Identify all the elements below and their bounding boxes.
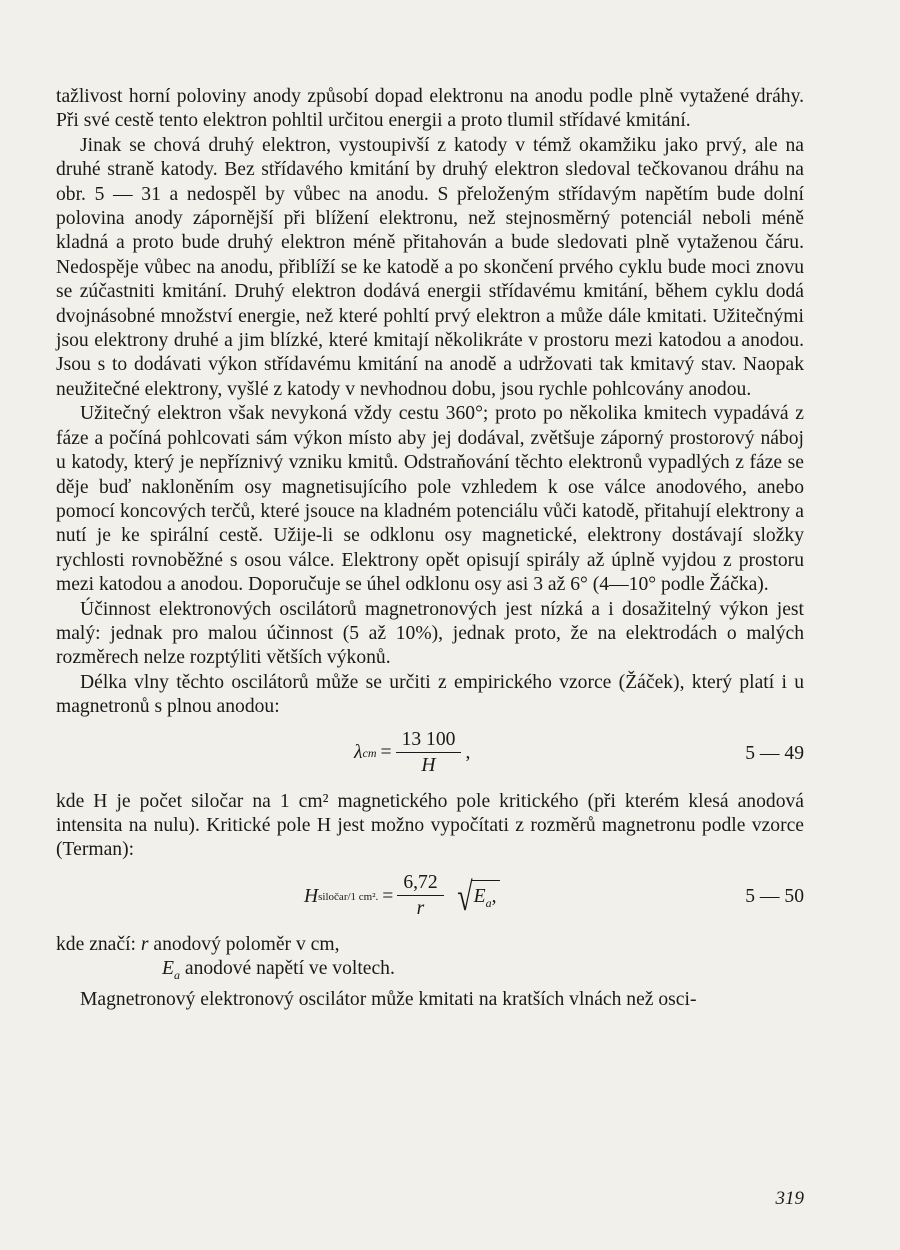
final-line: Magnetronový elektronový oscilátor může kmitati na kratších vlnách než osci- (80, 988, 697, 1010)
fraction-2 (397, 871, 443, 922)
formula-comma: , (465, 742, 471, 764)
definition-symbol-e: E (162, 958, 174, 980)
numerator: 13 100 (396, 728, 462, 753)
formula-5-50 (56, 867, 804, 927)
definition-text-ea: anodové napětí ve voltech. (179, 958, 395, 980)
page-number: 319 (775, 1188, 804, 1209)
paragraph-after-formula-1: kde H je počet siločar na 1 cm² magnetického pole kritického (při kterém klesá anodová intensita na nulu). Kritické pole H jest možno vypočítati z rozměrů magnetronu podle vzorce (Terman): (56, 790, 804, 861)
paragraph-1: tažlivost horní poloviny anody způsobí dopad elektronu na anodu podle plně vytažené dráhy. Při své cestě tento elektron pohltil určitou energii a proto tlumil střídavé kmitání. (56, 86, 804, 132)
formula-5-50-body (304, 867, 500, 927)
lambda-symbol: λ (354, 742, 363, 764)
formula-comma-2: , (491, 885, 497, 907)
radicand-subscript: a (485, 895, 492, 910)
definition-symbol-r: r (140, 933, 149, 955)
radicand (472, 880, 501, 917)
paragraph-2: Jinak se chová druhý elektron, vystoupivší z katody v témž okamžiku jako prvý, ale na druhé straně katody. Bez střídavého kmitání by druhý elektron sledoval tečkovanou dráhu na obr. 5 — 31 a nedospěl by vůbec na anodu. S přeloženým střídavým napětím bude dolní polovina anody zápornější při blížení elektronu, než stejnosměrný potenciál neboli méně kladná a proto bude druhý elektron méně přitahován a bude sledovati plně vytaženou čáru. Nedospěje vůbec na anodu, přiblíží se ke katodě a po skončení prvého cyklu bude moci znovu se zúčastniti kmitání. Druhý elektron dodává energii střídavému kmitání, během cyklu dodá dvojnásobné množství energie, než které pohltí prvý elektron a může dále kmitati. Užitečnými jsou elektrony druhé a jim blízké, které kmitají několikráte v prostoru mezi katodou a anodou. Jsou s to dodávati výkon střídavému kmitání na anodě a udržovati tak kmitavý stav. Naopak neužitečné elektrony, vyšlé z katody v nevhodnou dobu, jsou rychle pohlcovány anodou. (56, 134, 804, 400)
formula-5-49-body (354, 724, 470, 784)
definition-prefix: kde značí: (56, 933, 141, 955)
definition-r (56, 933, 804, 957)
equation-number-5-50: 5 — 50 (745, 885, 804, 907)
equals-sign-2: = (382, 885, 394, 907)
lambda-subscript: cm (362, 746, 377, 761)
h-subscript: siločar/1 cm². (318, 890, 379, 903)
definition-ea (56, 957, 804, 987)
radicand-symbol: E (473, 885, 486, 907)
paragraph-5: Délka vlny těchto oscilátorů může se určiti z empirického vzorce (Žáček), který platí i u magnetronů s plnou anodou: (56, 671, 804, 718)
h-symbol: H (304, 885, 319, 907)
square-root (454, 873, 501, 919)
numerator-2: 6,72 (397, 871, 443, 896)
fraction (396, 728, 462, 779)
equation-number-5-49: 5 — 49 (745, 742, 804, 764)
formula-5-49 (56, 724, 804, 784)
definition-text-r: anodový poloměr v cm, (148, 933, 340, 955)
body-text (56, 85, 804, 1012)
radical-sign-icon: √ (456, 873, 473, 919)
paragraph-4: Účinnost elektronových oscilátorů magnetronových jest nízká a i dosažitelný výkon jest malý: jednak pro malou účinnost (5 až 10%), jednak proto, že na elektrodách o malých rozměrech nelze rozptýliti větších výkonů. (56, 598, 804, 669)
paragraph-3: Užitečný elektron však nevykoná vždy cestu 360°; proto po několika kmitech vypadává z fáze a počíná pohlcovati sám výkon místo aby jej dodával, zvětšuje záporný prostorový náboj u katody, který je nepříznivý vzniku kmitů. Odstraňování těchto elektronů vypadlých z fáze se děje buď nakloněním osy magnetisujícího pole vzhledem k ose válce anodového, anebo pomocí koncových terčů, které jsouce na kladném potenciálu vůči katodě, přitahují elektrony a nutí je ke spirální cestě. Užije-li se odklonu osy magnetické, elektrony dostávají složky rychlosti rovnoběžné s osou válce. Elektrony opět opisují spirály až úplně vyjdou z prostoru mezi katodou a anodou. Doporučuje se úhel odklonu osy asi 3 až 6° (4—10° podle Žáčka). (56, 403, 804, 596)
denominator-2: r (416, 898, 425, 920)
definition-symbol-e-sub: a (173, 968, 180, 983)
equals-sign: = (380, 742, 392, 764)
denominator: H (421, 755, 436, 777)
